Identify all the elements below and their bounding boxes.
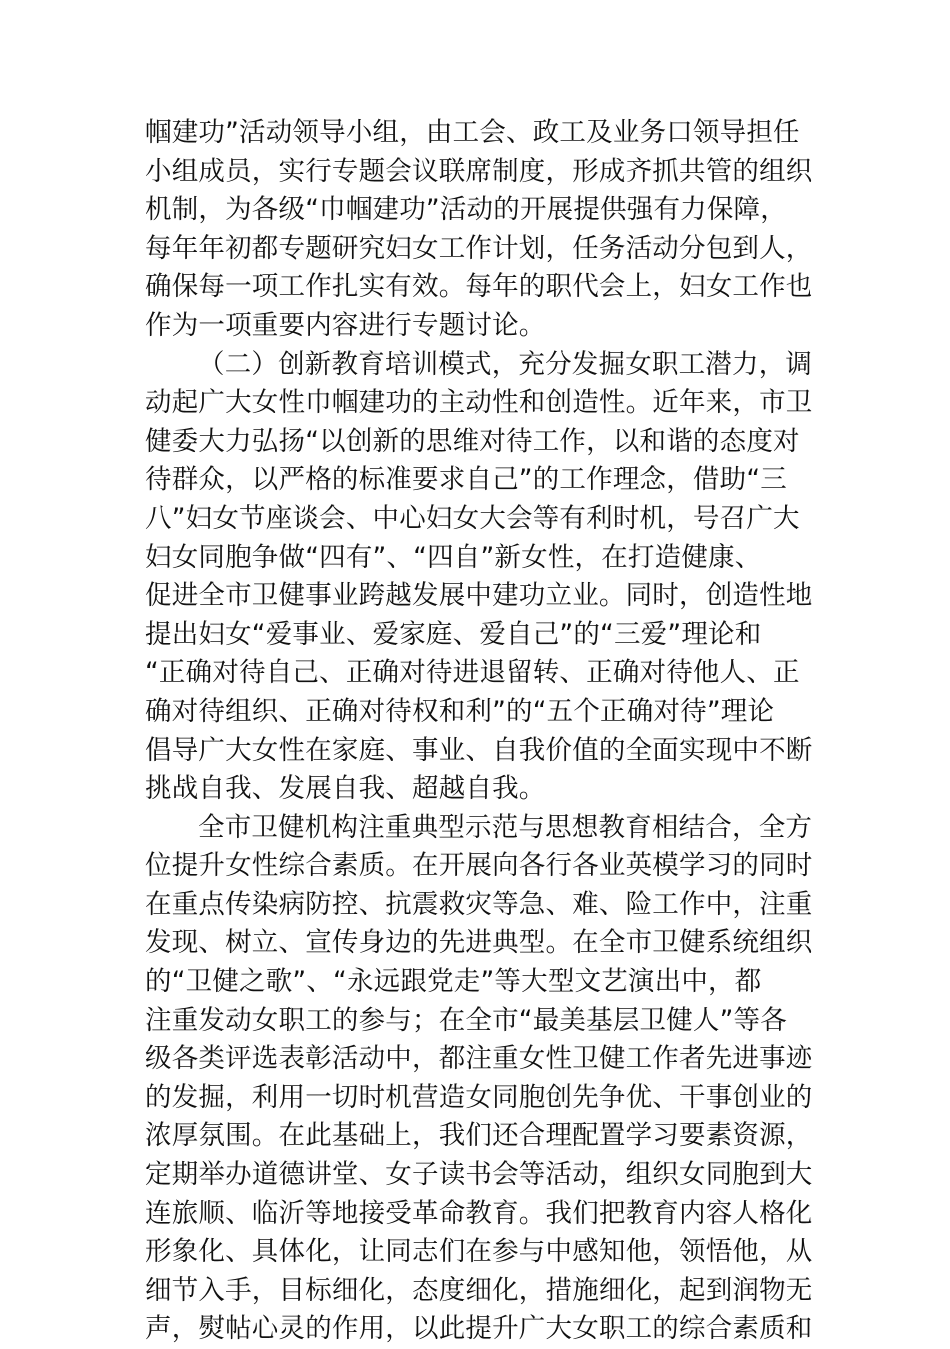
text-line: 定期举办道德讲堂、女子读书会等活动，组织女同胞到大 [145, 1159, 813, 1191]
text-line: 促进全市卫健事业跨越发展中建功立业。同时，创造性地 [145, 580, 813, 612]
text-line: 位提升女性综合素质。在开展向各行各业英模学习的同时 [145, 850, 813, 882]
text-line: 提出妇女“爱事业、爱家庭、爱自己”的“三爱”理论和 [145, 618, 762, 650]
text-line: 在重点传染病防控、抗震救灾等急、难、险工作中，注重 [145, 888, 813, 920]
text-line: 连旅顺、临沂等地接受革命教育。我们把教育内容人格化 [145, 1197, 813, 1229]
text-line: 全市卫健机构注重典型示范与思想教育相结合，全方 [198, 811, 813, 843]
text-line: 浓厚氛围。在此基础上，我们还合理配置学习要素资源， [145, 1120, 813, 1152]
text-line: 待群众，以严格的标准要求自己”的工作理念，借助“三 [145, 464, 787, 496]
text-line: 确保每一项工作扎实有效。每年的职代会上，妇女工作也 [145, 271, 813, 303]
text-line: 挑战自我、发展自我、超越自我。 [145, 773, 546, 805]
text-line: 八”妇女节座谈会、中心妇女大会等有利时机，号召广大 [145, 502, 800, 534]
text-line: 的“卫健之歌”、“永远跟党走”等大型文艺演出中，都 [145, 966, 762, 998]
text-line: 细节入手，目标细化，态度细化，措施细化，起到润物无 [145, 1274, 813, 1306]
text-line: 声，熨帖心灵的作用，以此提升广大女职工的综合素质和 [145, 1313, 813, 1345]
text-line: “正确对待自己、正确对待进退留转、正确对待他人、正 [145, 657, 800, 689]
text-line: 健委大力弘扬“以创新的思维对待工作，以和谐的态度对 [145, 425, 800, 457]
text-line: 作为一项重要内容进行专题讨论。 [145, 309, 546, 341]
text-line: 小组成员，实行专题会议联席制度，形成齐抓共管的组织 [145, 155, 813, 187]
text-line: 形象化、具体化，让同志们在参与中感知他，领悟他，从 [145, 1236, 813, 1268]
text-line: 倡导广大女性在家庭、事业、自我价值的全面实现中不断 [145, 734, 813, 766]
text-line: 的发掘，利用一切时机营造女同胞创先争优、干事创业的 [145, 1081, 813, 1113]
text-line: 级各类评选表彰活动中，都注重女性卫健工作者先进事迹 [145, 1043, 813, 1075]
text-line: （二）创新教育培训模式，充分发掘女职工潜力，调 [198, 348, 813, 380]
text-line: 动起广大女性巾帼建功的主动性和创造性。近年来，市卫 [145, 387, 813, 419]
text-line: 妇女同胞争做“四有”、“四自”新女性，在打造健康、 [145, 541, 762, 573]
text-line: 机制，为各级“巾帼建功”活动的开展提供强有力保障， [145, 194, 787, 226]
text-line: 每年年初都专题研究妇女工作计划，任务活动分包到人， [145, 232, 813, 264]
text-line: 注重发动女职工的参与；在全市“最美基层卫健人”等各 [145, 1004, 787, 1036]
text-line: 帼建功”活动领导小组，由工会、政工及业务口领导担任 [145, 117, 800, 148]
body-text [145, 114, 813, 1349]
text-line: 确对待组织、正确对待权和利”的“五个正确对待”理论 [145, 695, 775, 727]
text-line: 发现、树立、宣传身边的先进典型。在全市卫健系统组织 [145, 927, 813, 959]
